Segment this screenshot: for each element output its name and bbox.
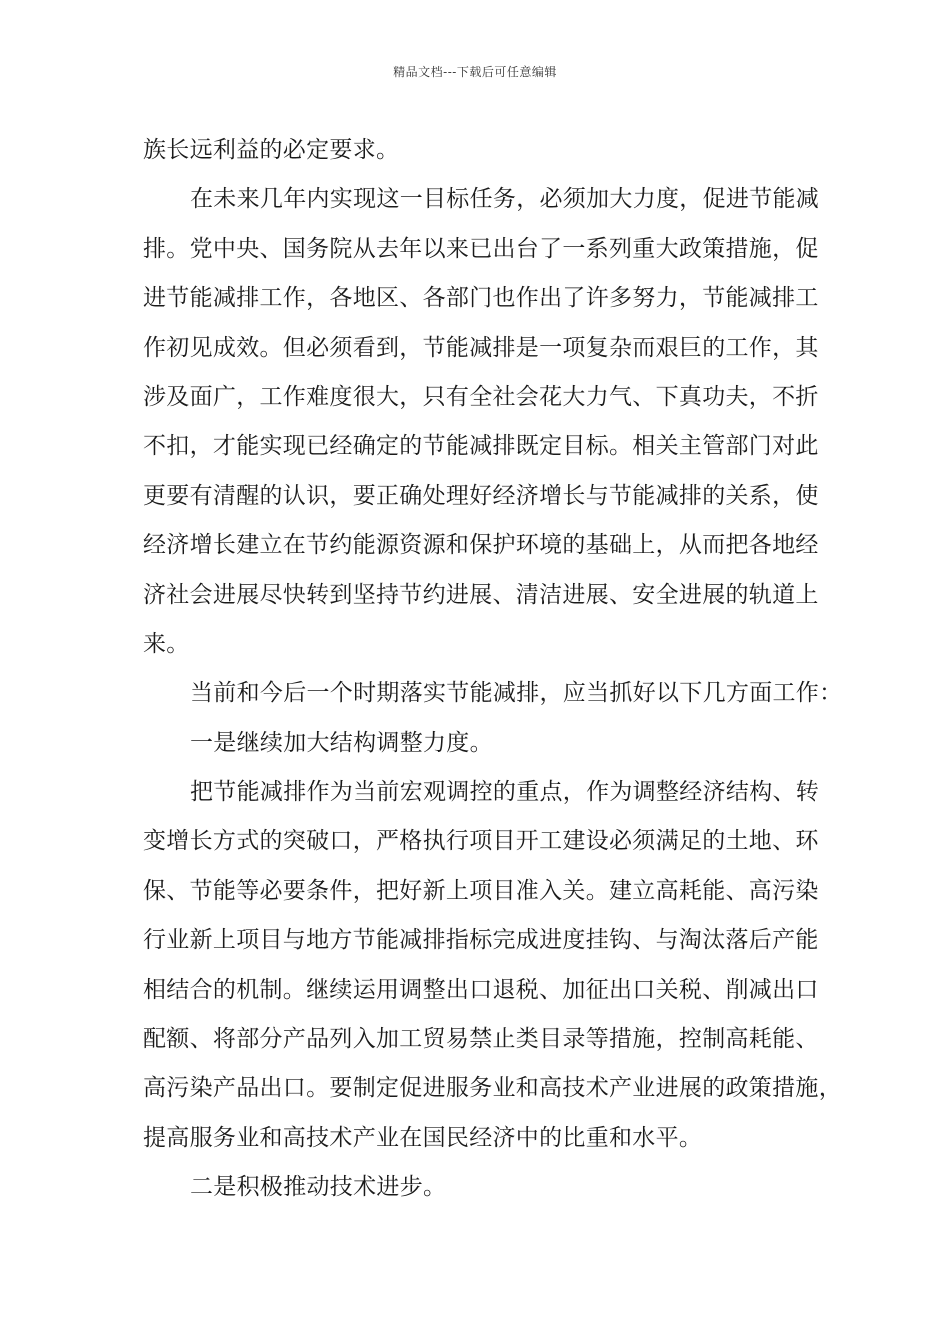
text-line: 排。党中央、国务院从去年以来已出台了一系列重大政策措施，促: [143, 235, 819, 262]
text-line: 涉及面广，工作难度很大，只有全社会花大力气、下真功夫，不折: [143, 383, 819, 410]
text-line: 高污染产品出口。要制定促进服务业和高技术产业进展的政策措施，: [143, 1075, 842, 1102]
text-line: 保、节能等必要条件，把好新上项目准入关。建立高耗能、高污染: [143, 877, 819, 904]
document-body: [143, 126, 843, 1213]
text-line: 族长远利益的必定要求。: [143, 137, 400, 163]
text-line: 变增长方式的突破口，严格执行项目开工建设必须满足的土地、环: [143, 828, 819, 855]
text-line: 配额、将部分产品列入加工贸易禁止类目录等措施，控制高耗能、: [143, 1026, 819, 1053]
text-line: 提高服务业和高技术产业在国民经济中的比重和水平。: [143, 1124, 703, 1151]
text-line: 行业新上项目与地方节能减排指标完成进度挂钩、与淘汰落后产能: [143, 927, 819, 954]
text-line: 作初见成效。但必须看到，节能减排是一项复杂而艰巨的工作，其: [143, 334, 819, 361]
text-line: 一是继续加大结构调整力度。: [190, 729, 493, 756]
page-header: 精品文档---下载后可任意编辑: [393, 65, 557, 79]
text-line: 在未来几年内实现这一目标任务，必须加大力度，促进节能减: [190, 186, 820, 213]
text-line: 来。: [143, 630, 190, 657]
text-line: 经济增长建立在节约能源资源和保护环境的基础上，从而把各地经: [143, 532, 819, 559]
text-line: 二是积极推动技术进步。: [190, 1174, 447, 1201]
text-line: 济社会进展尽快转到坚持节约进展、清洁进展、安全进展的轨道上: [143, 581, 819, 608]
text-line: 把节能减排作为当前宏观调控的重点，作为调整经济结构、转: [190, 779, 820, 806]
text-line: 当前和今后一个时期落实节能减排，应当抓好以下几方面工作：: [190, 680, 843, 707]
text-line: 进节能减排工作，各地区、各部门也作出了许多努力，节能减排工: [143, 285, 819, 312]
text-line: 更要有清醒的认识，要正确处理好经济增长与节能减排的关系，使: [143, 482, 819, 509]
text-line: 不扣，才能实现已经确定的节能减排既定目标。相关主管部门对此: [143, 433, 819, 460]
text-line: 相结合的机制。继续运用调整出口退税、加征出口关税、削减出口: [143, 976, 819, 1003]
